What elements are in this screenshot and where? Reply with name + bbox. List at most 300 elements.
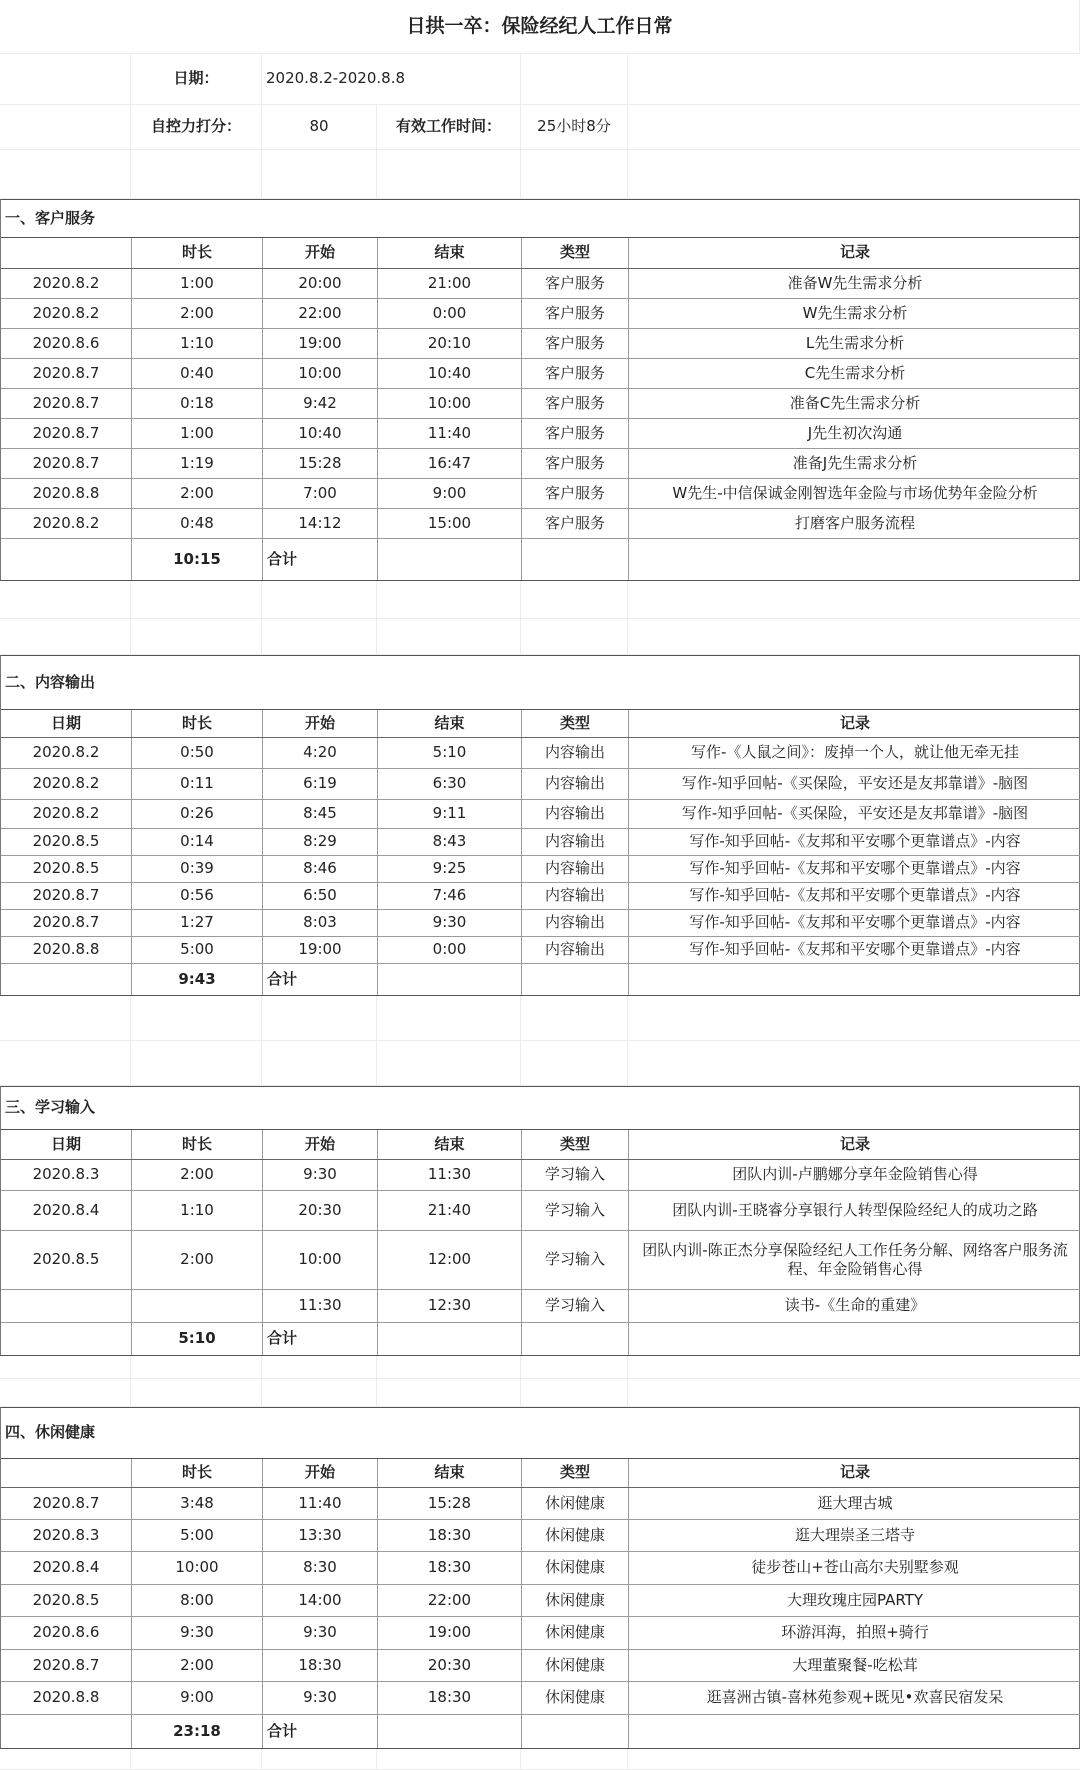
record-cell[interactable]: 写作-知乎回帖-《友邦和平安哪个更靠谱点》-内容 (689, 913, 1021, 932)
end-cell[interactable]: 21:40 (378, 1191, 522, 1230)
column-header: 日期 (1, 710, 132, 737)
table-row (1, 449, 1080, 479)
column-header (1, 238, 132, 268)
start-cell[interactable]: 19:00 (263, 937, 378, 963)
duration-cell[interactable]: 2:00 (132, 299, 263, 328)
end-cell[interactable]: 5:10 (378, 738, 522, 768)
start-cell[interactable]: 13:30 (263, 1520, 378, 1551)
date-cell[interactable]: 2020.8.2 (1, 769, 132, 799)
end-cell[interactable]: 21:00 (378, 269, 522, 298)
total-duration: 10:15 (132, 539, 263, 580)
table-row (1, 800, 1080, 829)
column-header-row (1, 1459, 1080, 1488)
record-cell[interactable]: 环游洱海，拍照+骑行 (781, 1623, 929, 1642)
empty-cell (0, 150, 131, 198)
date-cell[interactable]: 2020.8.6 (1, 329, 132, 358)
table-row (1, 269, 1080, 299)
empty-cell (628, 619, 1080, 654)
empty-cell (131, 581, 262, 618)
empty-cell (522, 539, 629, 580)
empty-cell (629, 1323, 1080, 1355)
section-header-row (1, 1408, 1080, 1459)
empty-cell (0, 1749, 131, 1769)
date-cell[interactable]: 2020.8.7 (1, 389, 132, 418)
record-cell[interactable]: 大理玫瑰庄园PARTY (786, 1590, 923, 1609)
start-cell[interactable]: 10:00 (263, 359, 378, 388)
start-cell[interactable]: 8:29 (263, 829, 378, 855)
type-cell[interactable]: 休闲健康 (522, 1488, 629, 1519)
type-cell[interactable]: 休闲健康 (522, 1682, 629, 1714)
empty-cell (521, 1356, 628, 1378)
date-cell[interactable]: 2020.8.7 (1, 419, 132, 448)
empty-cell (628, 996, 1080, 1040)
end-cell[interactable]: 11:40 (378, 419, 522, 448)
table-row (1, 1585, 1080, 1617)
end-cell[interactable]: 22:00 (378, 1585, 522, 1616)
date-cell[interactable]: 2020.8.5 (1, 1231, 132, 1289)
duration-cell[interactable]: 2:00 (132, 1160, 263, 1190)
total-row (1, 964, 1080, 995)
date-cell[interactable]: 2020.8.4 (1, 1191, 132, 1230)
column-header: 时长 (132, 238, 263, 268)
duration-cell[interactable]: 8:00 (132, 1585, 263, 1616)
date-cell[interactable]: 2020.8.3 (1, 1520, 132, 1551)
date-cell[interactable]: 2020.8.2 (1, 509, 132, 538)
duration-cell[interactable]: 1:10 (132, 329, 263, 358)
record-cell[interactable]: 团队内训-陈正杰分享保险经纪人工作任务分解、网络客户服务流程、年金险销售心得 (642, 1240, 1068, 1278)
end-cell[interactable]: 9:25 (378, 856, 522, 882)
start-cell[interactable]: 8:30 (263, 1552, 378, 1584)
type-cell[interactable]: 客户服务 (522, 269, 629, 298)
end-cell[interactable]: 16:47 (378, 449, 522, 478)
table-row (1, 329, 1080, 359)
date-cell[interactable]: 2020.8.2 (1, 800, 132, 828)
date-cell[interactable]: 2020.8.8 (1, 1682, 132, 1714)
duration-cell[interactable]: 0:56 (132, 883, 263, 909)
total-row (1, 1323, 1080, 1355)
empty-cell (131, 1379, 262, 1406)
table-row (1, 883, 1080, 910)
date-cell[interactable]: 2020.8.7 (1, 883, 132, 909)
duration-cell[interactable]: 0:40 (132, 359, 263, 388)
duration-cell[interactable]: 1:27 (132, 910, 263, 936)
type-cell[interactable]: 内容输出 (522, 800, 629, 828)
score-label: 自控力打分： (131, 105, 262, 149)
type-cell[interactable]: 休闲健康 (522, 1520, 629, 1551)
date-cell[interactable]: 2020.8.7 (1, 1488, 132, 1519)
table-row (1, 299, 1080, 329)
empty-cell (521, 581, 628, 618)
empty-cell (522, 1715, 629, 1748)
total-label: 合计 (263, 539, 378, 580)
table-row (1, 1650, 1080, 1682)
empty-cell (0, 54, 131, 104)
duration-cell[interactable]: 0:18 (132, 389, 263, 418)
end-cell[interactable]: 10:00 (378, 389, 522, 418)
blank-row (0, 1379, 1080, 1407)
column-header-row (1, 1130, 1080, 1160)
start-cell[interactable]: 10:40 (263, 419, 378, 448)
start-cell[interactable]: 14:00 (263, 1585, 378, 1616)
empty-cell (0, 581, 131, 618)
end-cell[interactable]: 9:00 (378, 479, 522, 508)
table-row (1, 389, 1080, 419)
record-cell[interactable]: 打磨客户服务流程 (794, 513, 915, 532)
duration-cell[interactable]: 0:26 (132, 800, 263, 828)
empty-cell (377, 619, 521, 654)
column-header: 记录 (839, 713, 870, 732)
start-cell[interactable]: 18:30 (263, 1650, 378, 1681)
record-cell[interactable]: 逛大理古城 (817, 1493, 893, 1512)
section-title: 三、学习输入 (1, 1087, 1080, 1129)
start-cell[interactable]: 6:50 (263, 883, 378, 909)
record-cell[interactable]: 准备C先生需求分析 (789, 393, 921, 412)
start-cell[interactable]: 20:00 (263, 269, 378, 298)
end-cell[interactable]: 12:00 (378, 1231, 522, 1289)
end-cell[interactable]: 12:30 (378, 1290, 522, 1322)
empty-cell (262, 996, 377, 1040)
duration-cell[interactable]: 0:48 (132, 509, 263, 538)
record-cell[interactable]: J先生初次沟通 (807, 423, 903, 442)
empty-cell (1, 964, 132, 995)
type-cell[interactable]: 内容输出 (522, 829, 629, 855)
empty-cell (131, 996, 262, 1040)
section-header-row (1, 200, 1080, 238)
table-row (1, 1231, 1080, 1290)
record-cell[interactable]: 写作-知乎回帖-《友邦和平安哪个更靠谱点》-内容 (689, 832, 1021, 851)
record-cell[interactable]: 写作-知乎回帖-《友邦和平安哪个更靠谱点》-内容 (689, 859, 1021, 878)
empty-cell (262, 1379, 377, 1406)
empty-cell (377, 1379, 521, 1406)
start-cell[interactable]: 9:30 (263, 1617, 378, 1649)
date-cell[interactable]: 2020.8.8 (1, 479, 132, 508)
date-cell[interactable]: 2020.8.4 (1, 1552, 132, 1584)
start-cell[interactable]: 11:30 (263, 1290, 378, 1322)
record-cell[interactable]: L先生需求分析 (805, 333, 905, 352)
end-cell[interactable]: 7:46 (378, 883, 522, 909)
duration-cell[interactable]: 5:00 (132, 937, 263, 963)
table-row (1, 509, 1080, 539)
column-header: 时长 (132, 1130, 263, 1159)
end-cell[interactable]: 9:30 (378, 910, 522, 936)
type-cell[interactable]: 内容输出 (522, 769, 629, 799)
start-cell[interactable]: 10:00 (263, 1231, 378, 1289)
type-cell[interactable]: 客户服务 (522, 329, 629, 358)
duration-cell[interactable]: 0:14 (132, 829, 263, 855)
empty-cell (0, 1356, 131, 1378)
date-cell[interactable]: 2020.8.2 (1, 738, 132, 768)
type-cell[interactable]: 学习输入 (522, 1191, 629, 1230)
table-row (1, 1290, 1080, 1323)
total-label: 合计 (263, 1323, 378, 1355)
score-value[interactable]: 80 (262, 105, 377, 149)
record-cell[interactable]: 准备J先生需求分析 (792, 453, 918, 472)
table-row (1, 829, 1080, 856)
start-cell[interactable]: 9:42 (263, 389, 378, 418)
empty-cell (0, 619, 131, 654)
start-cell[interactable]: 6:19 (263, 769, 378, 799)
duration-cell[interactable]: 3:48 (132, 1488, 263, 1519)
column-header: 结束 (378, 710, 522, 737)
empty-cell (628, 1379, 1080, 1406)
end-cell[interactable]: 18:30 (378, 1682, 522, 1714)
date-cell[interactable]: 2020.8.7 (1, 449, 132, 478)
type-cell[interactable]: 客户服务 (522, 509, 629, 538)
date-cell[interactable] (1, 1290, 132, 1322)
section-header-row (1, 656, 1080, 710)
total-duration: 5:10 (132, 1323, 263, 1355)
column-header: 类型 (522, 710, 629, 737)
type-cell[interactable]: 客户服务 (522, 479, 629, 508)
column-header-row (1, 710, 1080, 738)
type-cell[interactable]: 休闲健康 (522, 1617, 629, 1649)
type-cell[interactable]: 客户服务 (522, 419, 629, 448)
column-header: 时长 (132, 710, 263, 737)
column-header: 时长 (132, 1459, 263, 1487)
end-cell[interactable]: 19:00 (378, 1617, 522, 1649)
table-row (1, 419, 1080, 449)
type-cell[interactable]: 内容输出 (522, 937, 629, 963)
start-cell[interactable]: 15:28 (263, 449, 378, 478)
date-label: 日期： (131, 54, 262, 104)
column-header: 开始 (263, 238, 378, 268)
date-cell[interactable]: 2020.8.7 (1, 1650, 132, 1681)
end-cell[interactable]: 10:40 (378, 359, 522, 388)
record-cell[interactable]: 写作-知乎回帖-《友邦和平安哪个更靠谱点》-内容 (689, 940, 1021, 959)
empty-cell (521, 1379, 628, 1406)
column-header: 开始 (263, 1459, 378, 1487)
end-cell[interactable]: 6:30 (378, 769, 522, 799)
type-cell[interactable]: 学习输入 (522, 1231, 629, 1289)
empty-cell (378, 1323, 522, 1355)
date-cell[interactable]: 2020.8.5 (1, 829, 132, 855)
type-cell[interactable]: 休闲健康 (522, 1585, 629, 1616)
duration-cell[interactable]: 5:00 (132, 1520, 263, 1551)
duration-cell[interactable]: 9:00 (132, 1682, 263, 1714)
date-cell[interactable]: 2020.8.6 (1, 1617, 132, 1649)
start-cell[interactable]: 20:30 (263, 1191, 378, 1230)
empty-cell (629, 1715, 1080, 1748)
column-header: 记录 (839, 1463, 870, 1482)
column-header: 记录 (839, 1134, 870, 1153)
empty-cell (262, 581, 377, 618)
duration-cell[interactable]: 10:00 (132, 1552, 263, 1584)
type-cell[interactable]: 休闲健康 (522, 1552, 629, 1584)
empty-cell (262, 619, 377, 654)
total-row (1, 539, 1080, 580)
column-header: 记录 (839, 243, 870, 262)
empty-cell (628, 105, 1080, 149)
end-cell[interactable]: 15:28 (378, 1488, 522, 1519)
record-cell[interactable]: W先生-中信保诚金刚智选年金险与市场优势年金险分析 (672, 483, 1038, 502)
start-cell[interactable]: 11:40 (263, 1488, 378, 1519)
empty-cell (378, 1715, 522, 1748)
empty-cell (378, 964, 522, 995)
empty-cell (628, 581, 1080, 618)
duration-cell[interactable]: 1:10 (132, 1191, 263, 1230)
score-row (0, 105, 1080, 150)
total-label: 合计 (263, 1715, 378, 1748)
section-table (0, 655, 1080, 996)
record-cell[interactable]: 徒步苍山+苍山高尔夫别墅参观 (751, 1558, 959, 1577)
record-cell[interactable]: 写作-知乎回帖-《买保险，平安还是友邦靠谱》-脑图 (681, 804, 1029, 823)
empty-cell (262, 1749, 377, 1769)
type-cell[interactable]: 客户服务 (522, 389, 629, 418)
start-cell[interactable]: 8:45 (263, 800, 378, 828)
date-cell[interactable]: 2020.8.7 (1, 910, 132, 936)
empty-cell (262, 1041, 377, 1085)
duration-cell[interactable]: 0:39 (132, 856, 263, 882)
empty-cell (0, 1379, 131, 1406)
record-cell[interactable]: 写作-知乎回帖-《买保险，平安还是友邦靠谱》-脑图 (681, 774, 1029, 793)
section-title: 四、休闲健康 (1, 1408, 1080, 1458)
duration-cell[interactable]: 1:19 (132, 449, 263, 478)
empty-cell (628, 150, 1080, 198)
date-cell[interactable]: 2020.8.8 (1, 937, 132, 963)
end-cell[interactable]: 20:10 (378, 329, 522, 358)
empty-cell (377, 1356, 521, 1378)
date-value[interactable]: 2020.8.2-2020.8.8 (262, 54, 521, 104)
type-cell[interactable]: 内容输出 (522, 883, 629, 909)
start-cell[interactable]: 8:46 (263, 856, 378, 882)
type-cell[interactable]: 内容输出 (522, 738, 629, 768)
blank-row (0, 1041, 1080, 1086)
empty-cell (131, 150, 262, 198)
record-cell[interactable]: W先生需求分析 (802, 303, 908, 322)
table-row (1, 769, 1080, 800)
duration-cell[interactable]: 0:50 (132, 738, 263, 768)
type-cell[interactable]: 内容输出 (522, 856, 629, 882)
worktime-value[interactable]: 25小时8分 (521, 105, 628, 149)
start-cell[interactable]: 9:30 (263, 1682, 378, 1714)
empty-cell (628, 1356, 1080, 1378)
empty-cell (521, 619, 628, 654)
end-cell[interactable]: 11:30 (378, 1160, 522, 1190)
section-title: 一、客户服务 (1, 200, 1080, 237)
column-header: 日期 (1, 1130, 132, 1159)
empty-cell (0, 105, 131, 149)
record-cell[interactable]: 写作-知乎回帖-《友邦和平安哪个更靠谱点》-内容 (689, 886, 1021, 905)
duration-cell[interactable]: 2:00 (132, 479, 263, 508)
start-cell[interactable]: 19:00 (263, 329, 378, 358)
end-cell[interactable]: 20:30 (378, 1650, 522, 1681)
record-cell[interactable]: 团队内训-王晓睿分享银行人转型保险经纪人的成功之路 (672, 1200, 1038, 1219)
date-row (0, 54, 1080, 105)
empty-cell (131, 1041, 262, 1085)
table-row (1, 910, 1080, 937)
empty-cell (377, 150, 521, 198)
record-cell[interactable]: 读书-《生命的重建》 (784, 1296, 926, 1315)
duration-cell[interactable] (132, 1290, 263, 1322)
table-row (1, 1488, 1080, 1520)
end-cell[interactable]: 0:00 (378, 937, 522, 963)
record-cell[interactable]: 逛大理崇圣三塔寺 (794, 1525, 915, 1544)
empty-cell (1, 539, 132, 580)
end-cell[interactable]: 8:43 (378, 829, 522, 855)
column-header-row (1, 238, 1080, 269)
type-cell[interactable]: 休闲健康 (522, 1650, 629, 1681)
record-cell[interactable]: 写作-《人鼠之间》：废掉一个人，就让他无牵无挂 (691, 743, 1019, 762)
start-cell[interactable]: 22:00 (263, 299, 378, 328)
column-header: 开始 (263, 710, 378, 737)
empty-cell (1, 1323, 132, 1355)
empty-cell (377, 581, 521, 618)
type-cell[interactable]: 客户服务 (522, 299, 629, 328)
duration-cell[interactable]: 1:00 (132, 419, 263, 448)
blank-row (0, 996, 1080, 1041)
column-header: 类型 (522, 238, 629, 268)
duration-cell[interactable]: 2:00 (132, 1650, 263, 1681)
table-row (1, 937, 1080, 964)
start-cell[interactable]: 7:00 (263, 479, 378, 508)
section-table (0, 1407, 1080, 1749)
empty-cell (628, 1749, 1080, 1769)
table-row (1, 1682, 1080, 1715)
date-cell[interactable]: 2020.8.2 (1, 299, 132, 328)
start-cell[interactable]: 4:20 (263, 738, 378, 768)
column-header: 开始 (263, 1130, 378, 1159)
end-cell[interactable]: 9:11 (378, 800, 522, 828)
type-cell[interactable]: 客户服务 (522, 449, 629, 478)
type-cell[interactable]: 学习输入 (522, 1290, 629, 1322)
start-cell[interactable]: 8:03 (263, 910, 378, 936)
date-cell[interactable]: 2020.8.5 (1, 856, 132, 882)
record-cell[interactable]: C先生需求分析 (804, 363, 906, 382)
record-cell[interactable]: 逛喜洲古镇-喜林苑参观+既见•欢喜民宿发呆 (706, 1688, 1004, 1707)
duration-cell[interactable]: 0:11 (132, 769, 263, 799)
date-cell[interactable]: 2020.8.5 (1, 1585, 132, 1616)
duration-cell[interactable]: 2:00 (132, 1231, 263, 1289)
date-cell[interactable]: 2020.8.2 (1, 269, 132, 298)
total-label: 合计 (263, 964, 378, 995)
blank-row (0, 1356, 1080, 1379)
date-cell[interactable]: 2020.8.7 (1, 359, 132, 388)
end-cell[interactable]: 0:00 (378, 299, 522, 328)
record-cell[interactable]: 大理董聚餐-吃松茸 (792, 1655, 918, 1674)
date-cell[interactable]: 2020.8.3 (1, 1160, 132, 1190)
start-cell[interactable]: 14:12 (263, 509, 378, 538)
empty-cell (628, 1041, 1080, 1085)
type-cell[interactable]: 学习输入 (522, 1160, 629, 1190)
empty-cell (377, 996, 521, 1040)
end-cell[interactable]: 18:30 (378, 1520, 522, 1551)
empty-cell (0, 1041, 131, 1085)
empty-cell (378, 539, 522, 580)
table-row (1, 856, 1080, 883)
end-cell[interactable]: 15:00 (378, 509, 522, 538)
table-row (1, 1160, 1080, 1191)
empty-cell (522, 1323, 629, 1355)
empty-cell (1, 1715, 132, 1748)
end-cell[interactable]: 18:30 (378, 1552, 522, 1584)
duration-cell[interactable]: 9:30 (132, 1617, 263, 1649)
type-cell[interactable]: 内容输出 (522, 910, 629, 936)
blank-row (0, 619, 1080, 655)
empty-cell (131, 1356, 262, 1378)
record-cell[interactable]: 准备W先生需求分析 (787, 273, 923, 292)
title-row (0, 0, 1080, 54)
empty-cell (629, 539, 1080, 580)
type-cell[interactable]: 客户服务 (522, 359, 629, 388)
column-header: 类型 (522, 1459, 629, 1487)
duration-cell[interactable]: 1:00 (132, 269, 263, 298)
blank-row (0, 150, 1080, 199)
empty-cell (628, 54, 1080, 104)
table-row (1, 1617, 1080, 1650)
blank-row (0, 1749, 1080, 1770)
record-cell[interactable]: 团队内训-卢鹏娜分享年金险销售心得 (732, 1165, 978, 1184)
start-cell[interactable]: 9:30 (263, 1160, 378, 1190)
